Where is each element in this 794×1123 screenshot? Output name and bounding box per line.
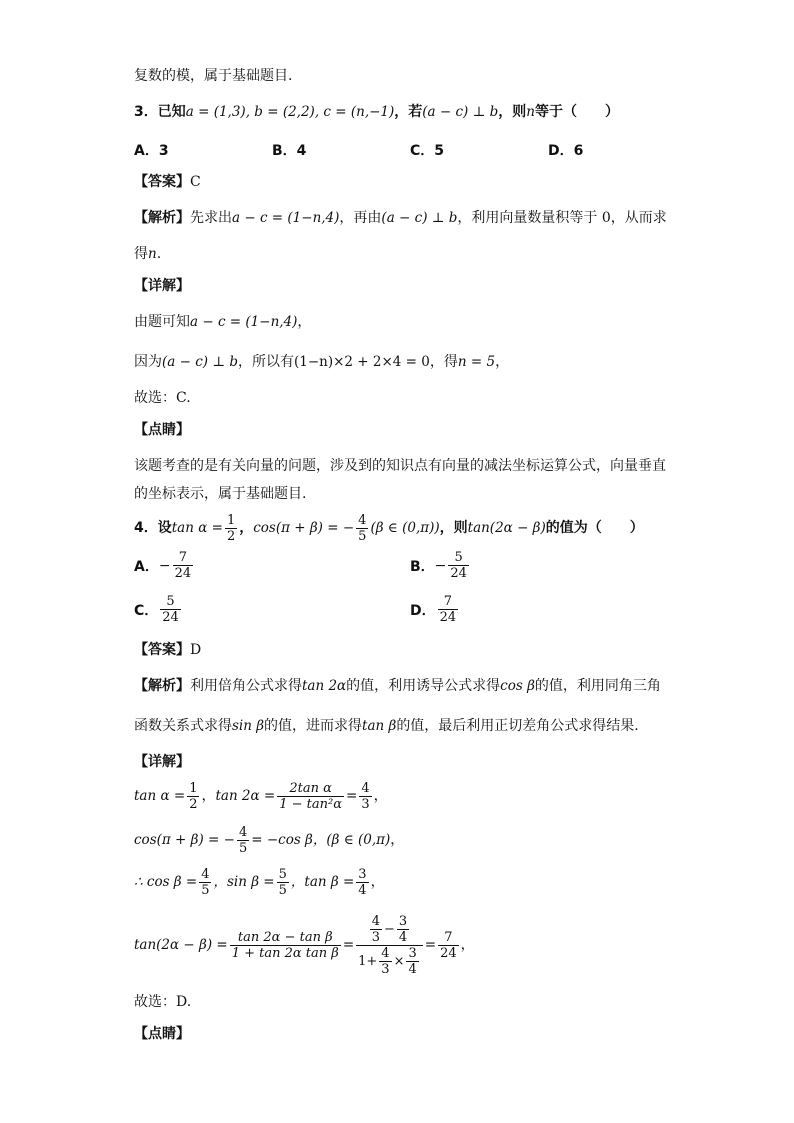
math-var: n — [148, 246, 157, 262]
solution-step-4 — [134, 908, 475, 982]
numerator — [366, 914, 413, 945]
denominator: 5 — [238, 840, 248, 856]
fraction — [237, 825, 249, 856]
option-a: A．3 — [134, 143, 169, 159]
times: × — [393, 953, 405, 969]
fraction — [356, 513, 368, 544]
detail-tag: 【详解】 — [134, 278, 190, 294]
denominator: 3 — [361, 796, 370, 812]
numerator: 3 — [398, 913, 408, 929]
option-c — [134, 594, 183, 625]
math-expr: tan α = — [134, 788, 186, 804]
text: ，再由 — [339, 210, 382, 226]
denominator: 5 — [278, 882, 287, 898]
choice-line: 故选：D. — [134, 994, 192, 1010]
option-b — [410, 550, 471, 581]
text: ，则 — [439, 520, 468, 536]
question-number: 4．设 — [134, 520, 172, 536]
math-expr: (a − c) ⊥ b — [162, 354, 238, 370]
comment-line: 的坐标表示，属于基础题目. — [134, 486, 307, 502]
denominator: 5 — [358, 528, 367, 544]
denominator: 24 — [174, 566, 192, 581]
math-expr: tan α = — [171, 520, 223, 536]
math-expr: ，tan β = — [290, 874, 355, 890]
math-expr: a − c = (1−n,4) — [232, 210, 340, 226]
math-expr: cos(π + β) = − — [253, 520, 355, 536]
text: 因为 — [134, 354, 162, 370]
math-expr: n = 5 — [457, 354, 496, 370]
denominator: 3 — [381, 961, 390, 977]
option-label: B． — [410, 558, 435, 575]
numerator: 3 — [358, 866, 367, 882]
denominator: 24 — [440, 945, 457, 961]
fraction — [230, 930, 341, 961]
fraction — [277, 867, 289, 898]
comment-tag: 【点睛】 — [134, 1026, 190, 1042]
numerator: 4 — [201, 866, 210, 882]
text: 的值，进而求得 — [264, 718, 363, 734]
fraction — [448, 550, 469, 581]
numerator: 1 — [189, 780, 198, 796]
text: 函数关系式求得 — [134, 718, 232, 734]
sign: − — [434, 557, 447, 574]
text: 的值，利用同角三角 — [534, 678, 661, 694]
fraction — [356, 867, 368, 898]
text: 的值为（ ） — [545, 520, 644, 536]
text: ， — [239, 520, 254, 536]
fraction — [406, 946, 418, 977]
choice-line: 故选：C. — [134, 390, 191, 406]
denominator: 1 − tan²α — [279, 796, 343, 812]
denominator: 24 — [450, 566, 467, 581]
math-var: n — [526, 104, 535, 120]
fraction — [277, 781, 344, 812]
option-c: C．5 — [410, 143, 445, 159]
math-expr: tan(2α − β) = — [134, 937, 228, 953]
fraction — [359, 781, 371, 812]
denominator: 4 — [398, 929, 408, 945]
analysis-tag: 【解析】 — [134, 678, 190, 694]
numerator: 4 — [371, 913, 380, 929]
text: 等于（ ） — [534, 104, 619, 120]
numerator: 4 — [361, 780, 370, 796]
analysis-line — [134, 676, 661, 696]
equals: = — [346, 788, 358, 804]
math-expr: ∴ cos β = — [134, 874, 198, 890]
analysis-line — [134, 208, 667, 228]
equals: = — [424, 937, 437, 953]
sign: − — [158, 557, 171, 574]
math-expr: tan 2α = — [215, 788, 276, 804]
solution-step-1 — [134, 776, 388, 816]
option-label: D． — [410, 602, 436, 619]
text: ， — [297, 314, 312, 330]
fraction — [370, 914, 382, 945]
fraction — [187, 781, 199, 812]
text: ，若 — [394, 104, 423, 120]
fraction — [438, 594, 459, 625]
denominator: 2 — [189, 796, 198, 812]
detail-line — [134, 352, 509, 372]
numerator: tan 2α − tan β — [237, 929, 333, 945]
text: ，得 — [429, 354, 458, 370]
comment-line: 该题考查的是有关向量的问题，涉及到的知识点有向量的减法坐标运算公式，向量垂直 — [134, 458, 666, 474]
denominator: 4 — [408, 961, 417, 977]
text: 利用倍角公式求得 — [190, 678, 302, 694]
answer-line — [134, 172, 201, 192]
answer-tag: 【答案】 — [134, 174, 190, 190]
text: ， — [201, 788, 216, 804]
math-expr: tan β — [362, 718, 397, 734]
numerator: 4 — [381, 945, 390, 961]
option-b: B．4 — [272, 143, 307, 159]
math-expr: (a − c) ⊥ b — [381, 210, 458, 226]
analysis-line-2 — [134, 244, 161, 264]
denominator: 24 — [162, 610, 179, 625]
denominator — [356, 945, 423, 977]
denominator: 1 + tan 2α tan β — [231, 945, 339, 961]
option-d: D．6 — [548, 143, 584, 159]
fraction — [160, 594, 181, 625]
fraction — [199, 867, 211, 898]
math-expr: (1−n)×2 + 2×4 = 0 — [293, 354, 430, 370]
text: ，所以有 — [237, 354, 294, 370]
one-plus: 1+ — [358, 953, 378, 969]
denominator: 4 — [358, 882, 367, 898]
numerator: 5 — [166, 594, 175, 609]
text: . — [156, 246, 162, 262]
option-label: A． — [134, 558, 159, 575]
text-line: 复数的模，属于基础题目. — [134, 68, 293, 84]
detail-tag: 【详解】 — [134, 754, 190, 770]
denominator: 2 — [226, 528, 236, 544]
answer-line — [134, 640, 201, 660]
equals: = — [342, 937, 355, 953]
fraction — [173, 550, 194, 581]
fraction — [438, 930, 459, 961]
numerator: 1 — [226, 512, 236, 528]
math-expr: ，(β ∈ (0,π) — [312, 832, 391, 848]
math-expr: cos β — [500, 678, 535, 694]
numerator: 5 — [278, 866, 287, 882]
numerator: 5 — [454, 550, 463, 565]
numerator: 3 — [408, 945, 417, 961]
math-expr: = −cos β — [251, 832, 313, 848]
fraction — [379, 946, 391, 977]
denominator: 24 — [439, 610, 457, 625]
question-3 — [134, 102, 619, 122]
solution-step-2 — [134, 820, 404, 860]
numerator: 4 — [238, 824, 248, 840]
math-expr: tan 2α — [302, 678, 347, 694]
question-number: 3．已知 — [134, 104, 186, 120]
numerator: 7 — [443, 594, 453, 609]
text: 先求出 — [190, 210, 232, 226]
denominator: 3 — [371, 929, 380, 945]
math-expr: (β ∈ (0,π)) — [370, 520, 440, 536]
text: ， — [390, 832, 405, 848]
fraction — [397, 914, 409, 945]
numerator: 4 — [358, 512, 367, 528]
text: 得 — [134, 246, 148, 262]
fraction — [225, 513, 237, 544]
comment-tag: 【点睛】 — [134, 422, 190, 438]
math-expr: cos(π + β) = − — [134, 832, 235, 848]
text: 由题可知 — [134, 314, 190, 330]
question-4 — [134, 508, 644, 548]
option-a — [134, 550, 195, 581]
math-expr: (a − c) ⊥ b — [422, 104, 499, 120]
text: ， — [495, 354, 510, 370]
numerator: 7 — [178, 550, 187, 565]
option-label: C． — [134, 602, 159, 619]
denominator: 5 — [201, 882, 210, 898]
text: ，利用向量数量积等于 0，从而求 — [457, 210, 667, 226]
analysis-line-2 — [134, 716, 639, 736]
text: 的值，利用诱导公式求得 — [346, 678, 501, 694]
math-expr: a = (1,3), b = (2,2), c = (n,−1) — [185, 104, 395, 120]
numerator: 7 — [444, 929, 453, 945]
answer-value: D — [190, 642, 202, 658]
answer-tag: 【答案】 — [134, 642, 190, 658]
numerator: 2tan α — [289, 780, 332, 796]
answer-value: C — [190, 174, 201, 190]
text: 的值，最后利用正切差角公式求得结果. — [396, 718, 639, 734]
math-expr: ，sin β = — [213, 874, 275, 890]
detail-line — [134, 312, 311, 332]
text: ，则 — [498, 104, 527, 120]
text: ， — [370, 874, 385, 890]
compound-fraction — [356, 914, 423, 977]
math-expr: a − c = (1−n,4) — [190, 314, 298, 330]
analysis-tag: 【解析】 — [134, 210, 190, 226]
minus: − — [383, 921, 395, 937]
math-expr: tan(2α − β) — [467, 520, 546, 536]
text: ， — [373, 788, 388, 804]
option-d — [410, 594, 460, 625]
text: ， — [460, 937, 475, 953]
math-expr: sin β — [232, 718, 265, 734]
solution-step-3 — [134, 862, 385, 902]
